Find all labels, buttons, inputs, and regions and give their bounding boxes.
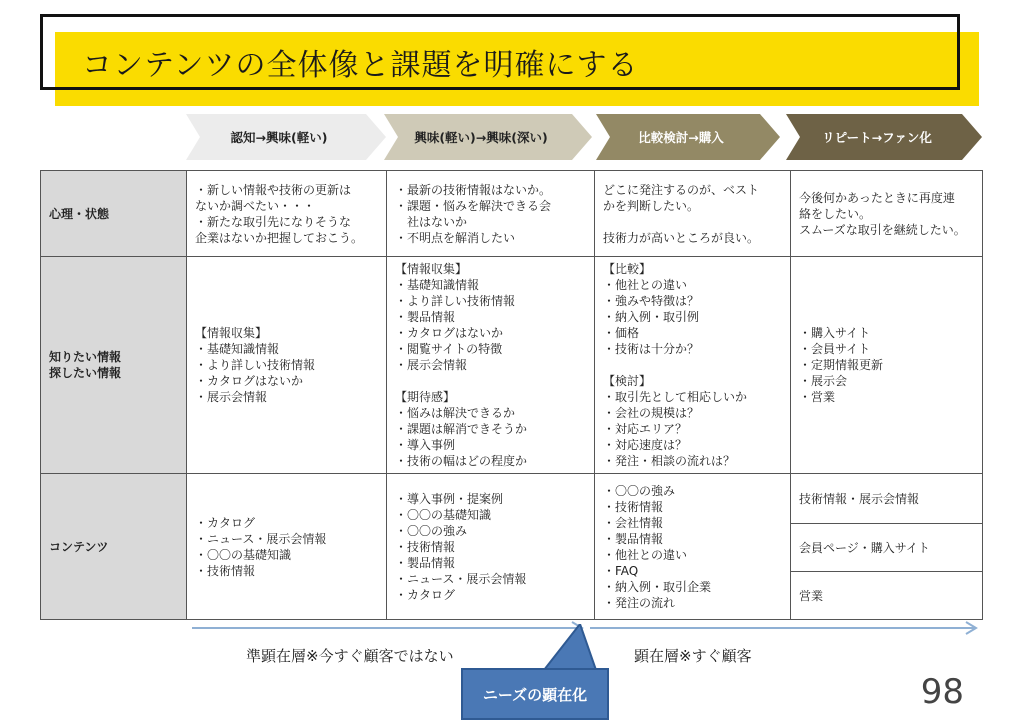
- row-header-content: コンテンツ: [41, 474, 187, 620]
- stage-repeat: [786, 114, 982, 160]
- stage-awareness: [186, 114, 386, 160]
- table-cell: 今後何かあったときに再度連 絡をしたい。 スムーズな取引を継続したい。: [791, 171, 983, 257]
- content-matrix-table: [40, 170, 983, 620]
- table-cell: 【情報収集】 ・基礎知識情報 ・より詳しい技術情報 ・カタログはないか ・展示会情報: [187, 257, 387, 474]
- manifest-layer-label: 顕在層※すぐ顧客: [634, 647, 752, 665]
- needs-manifest-callout: [461, 668, 609, 720]
- table-row-content: [41, 474, 983, 524]
- table-cell: どこに発注するのが、ベスト かを判断したい。 技術力が高いところが良い。: [595, 171, 791, 257]
- table-subcell: 技術情報・展示会情報: [791, 474, 983, 524]
- arrow-manifest-layer: [588, 620, 982, 636]
- page-number: 98: [920, 672, 964, 712]
- table-subcell: 会員ページ・購入サイト: [791, 524, 983, 572]
- latent-layer-label: 準顕在層※今すぐ顧客ではない: [246, 647, 454, 665]
- stage-interest-label: 興味(軽い)→興味(深い): [414, 130, 548, 145]
- stage-comparison: [596, 114, 780, 160]
- table-row-state: [41, 171, 983, 257]
- stage-comparison-label: 比較検討→購入: [638, 130, 724, 145]
- table-cell: ・最新の技術情報はないか。 ・課題・悩みを解決できる会 社はないか ・不明点を解消したい: [387, 171, 595, 257]
- table-cell: 【比較】 ・他社との違い ・強みや特徴は？ ・納入例・取引例 ・価格 ・技術は十分か？ 【検討】 ・取引先として相応しいか ・会社の規模は？ ・対応エリア？ ・対応速度は？ ・発注・相談の流れは？: [595, 257, 791, 474]
- callout-label: ニーズの顕在化: [482, 685, 588, 704]
- table-subcell: 営業: [791, 572, 983, 620]
- table-cell: ・〇〇の強み ・技術情報 ・会社情報 ・製品情報 ・他社との違い ・FAQ ・納入例・取引企業 ・発注の流れ: [595, 474, 791, 620]
- stage-awareness-label: 認知→興味(軽い): [230, 130, 328, 145]
- callout-pointer: [540, 624, 600, 674]
- table-row-info: [41, 257, 983, 474]
- stage-interest: [384, 114, 592, 160]
- table-cell: 【情報収集】 ・基礎知識情報 ・より詳しい技術情報 ・製品情報 ・カタログはないか ・閲覧サイトの特徴 ・展示会情報 【期待感】 ・悩みは解決できるか ・課題は解消できそうか ・導入事例 ・技術の幅はどの程度か: [387, 257, 595, 474]
- table-cell: ・導入事例・提案例 ・〇〇の基礎知識 ・〇〇の強み ・技術情報 ・製品情報 ・ニュース・展示会情報 ・カタログ: [387, 474, 595, 620]
- arrow-latent-layer: [190, 620, 590, 636]
- row-header-info: 知りたい情報 探したい情報: [41, 257, 187, 474]
- row-header-state: 心理・状態: [41, 171, 187, 257]
- page-title: コンテンツの全体像と課題を明確にする: [82, 48, 639, 83]
- table-cell: ・カタログ ・ニュース・展示会情報 ・〇〇の基礎知識 ・技術情報: [187, 474, 387, 620]
- table-cell: ・新しい情報や技術の更新は ないか調べたい・・・ ・新たな取引先になりそうな 企業はないか把握しておこう。: [187, 171, 387, 257]
- stage-repeat-label: リピート→ファン化: [822, 130, 932, 145]
- table-cell: ・購入サイト ・会員サイト ・定期情報更新 ・展示会 ・営業: [791, 257, 983, 474]
